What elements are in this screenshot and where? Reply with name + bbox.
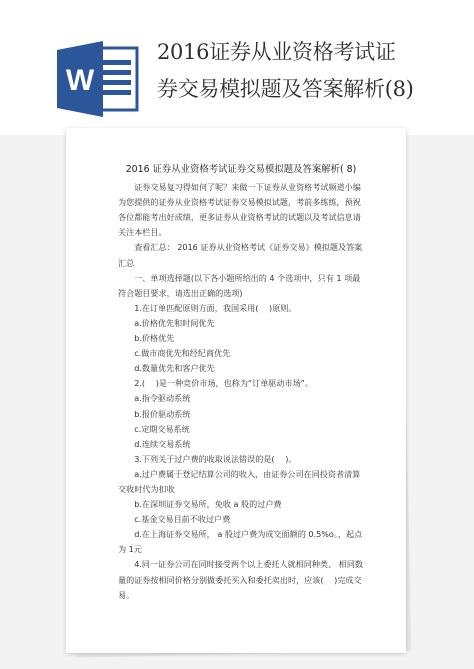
option-3b: b.在深圳证券交易所，免收 a 股的过户费 <box>134 499 282 510</box>
option-2a: a.指令驱动系统 <box>134 393 191 404</box>
option-2d: d.连续交易系统 <box>134 438 191 449</box>
question-2: 2.( )是一种竞价市场，也称为“订单驱动市场”。 <box>134 378 313 389</box>
section-heading: 一、单项选择题(以下各小题所给出的 4 个选项中，只有 1 项最符合题目要求，请选出正确的选项) <box>118 272 361 298</box>
option-1b: b.价格优先 <box>134 333 175 344</box>
option-2c: c.定期交易系统 <box>134 423 190 434</box>
word-icon-letter: W <box>65 64 95 97</box>
question-3: 3.下列关于过户费的收取说法错误的是( )。 <box>134 453 297 464</box>
question-4: 4.同一证券公司在同时接受两个以上委托人就相同种类、 相同数量的证券按相同价格分别做委托买入和委托卖出时，应该( )完成交易。 <box>118 559 364 600</box>
question-1: 1.在订单匹配原则方面，我国采用( )原则。 <box>134 302 297 313</box>
option-3d: d.在上海证券交易所， a 股过户费为成交面额的 0.5%o。，起点为 1元 <box>118 529 363 555</box>
title-line-2: 券交易模拟题及答案解析(8) <box>157 77 414 101</box>
option-1a: a.价格优先和时间优先 <box>134 317 215 328</box>
option-2b: b.报价驱动系统 <box>134 408 191 419</box>
document-content <box>118 162 364 603</box>
document-heading: 2016 证券从业资格考试证券交易模拟题及答案解析( 8) <box>125 164 357 175</box>
banner <box>0 0 474 135</box>
option-1d: d.数量优先和客户优先 <box>134 363 215 374</box>
paragraph-intro: 证券交易复习得如何了呢？来做一下证券从业资格考试频道小编为您提供的证券从业资格考试证券交易模拟试题，考前多练练，预祝各位都能考出好成绩，更多证券从业资格考试的试题以及考试信息请关注本栏目。 <box>118 182 361 238</box>
paragraph-summary-link: 查看汇总： 2016 证券从业资格考试《证券交易》模拟题及答案汇总 <box>118 242 363 268</box>
document-page <box>66 128 406 653</box>
option-3a: a.过户费属于登记结算公司的收入，由证券公司在同投资者清算交收时代为扣收 <box>118 468 361 494</box>
option-1c: c.做市商优先和经纪商优先 <box>134 348 231 359</box>
title-line-1: 2016证券从业资格考试证 <box>157 40 396 64</box>
option-3c: c.基金交易目前不收过户费 <box>134 514 231 525</box>
document-title <box>157 34 457 108</box>
microsoft-word-icon <box>55 38 143 120</box>
